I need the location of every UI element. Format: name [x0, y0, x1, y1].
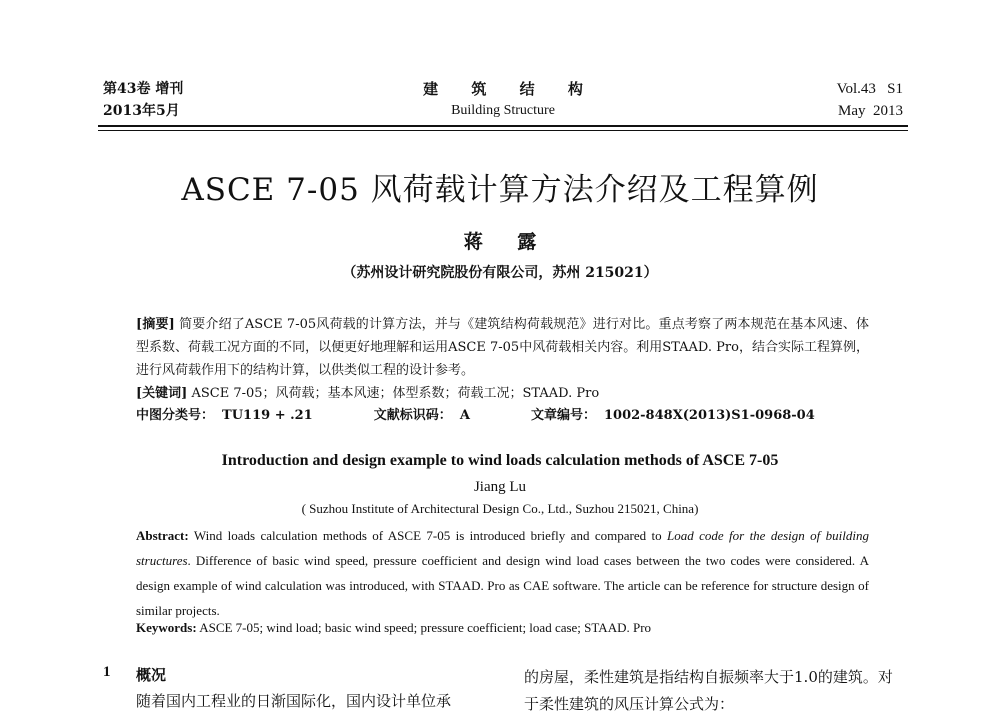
keywords-cn-text: ASCE 7-05；风荷载；基本风速；体型系数；荷载工况；STAAD. Pro	[191, 386, 600, 401]
header-rule-thick	[98, 125, 908, 127]
abstract-cn-text: 简要介绍了ASCE 7-05风荷载的计算方法，并与《建筑结构荷载规范》进行对比。重点考察了两本规范在基本风速、体型系数、荷载工况方面的不同，以便更好地理解和运用ASCE 7-05中风荷载相关内容。利用STAAD. Pro，结合实际工程算例，进行风荷载作用下的结构计算，以供类似工程的设计参考。	[136, 317, 869, 378]
header-date-en: May 2013	[838, 103, 903, 119]
classification-line	[136, 406, 823, 426]
header-volume-en: Vol.43 S1	[836, 81, 903, 97]
english-keywords-label: Keywords:	[136, 620, 197, 635]
doc-code-label: 文献标识码：	[373, 408, 452, 423]
header-volume-cn: 第43卷 增刊	[103, 81, 184, 97]
english-abstract-text-2: . Difference of basic wind speed, pressure coefficient and design wind load cases between the two codes were considered. A design example of wind calculation was introduced, with STAAD. Pro as CAE software. The article can be reference for structure design of similar projects.	[136, 553, 869, 618]
keywords-cn-label: [关键词]	[136, 386, 188, 401]
header-right	[837, 78, 903, 122]
section-title: 概况	[136, 666, 167, 684]
english-keywords-text: ASCE 7-05; wind load; basic wind speed; pressure coefficient; load case; STAAD. Pro	[196, 620, 652, 635]
journal-name-en: Building Structure	[451, 103, 555, 118]
clc-value: TU119 + .21	[222, 408, 313, 423]
english-abstract-code-name: Load code for the design of building structures	[136, 528, 869, 568]
english-abstract-label: Abstract:	[136, 528, 189, 543]
english-keywords	[136, 620, 651, 636]
section-number: 1	[103, 664, 111, 680]
journal-name-cn: 建 筑 结 构	[423, 80, 597, 98]
clc-label: 中图分类号：	[136, 408, 215, 423]
abstract-cn	[136, 313, 869, 405]
paper-affiliation: （苏州设计研究院股份有限公司，苏州 215021）	[342, 265, 658, 281]
header-date-cn: 2013年5月	[103, 103, 180, 119]
paper-author: 蒋 露	[463, 231, 551, 253]
english-title: Introduction and design example to wind loads calculation methods of ASCE 7-05	[221, 452, 779, 469]
body-column-left: 随着国内工程业的日渐国际化，国内设计单位承	[136, 692, 452, 710]
article-no-value: 1002-848X(2013)S1-0968-04	[603, 408, 815, 423]
body-column-right: 的房屋，柔性建筑是指结构自振频率大于1.0的建筑。对于柔性建筑的风压计算公式为：	[524, 668, 893, 713]
doc-code-value: A	[459, 408, 470, 423]
header-rule-thin	[98, 130, 908, 131]
abstract-cn-label: [摘要]	[136, 317, 175, 332]
english-abstract	[136, 523, 869, 623]
header-center	[103, 78, 903, 122]
paper-title: ASCE 7-05 风荷载计算方法介绍及工程算例	[181, 172, 819, 208]
article-no-label: 文章编号：	[530, 408, 596, 423]
english-abstract-text-1: Wind loads calculation methods of ASCE 7-05 is introduced briefly and compared to	[188, 528, 667, 543]
running-header	[103, 78, 903, 122]
english-author: Jiang Lu	[473, 479, 527, 495]
english-affiliation: ( Suzhou Institute of Architectural Design Co., Ltd., Suzhou 215021, China)	[301, 501, 699, 516]
